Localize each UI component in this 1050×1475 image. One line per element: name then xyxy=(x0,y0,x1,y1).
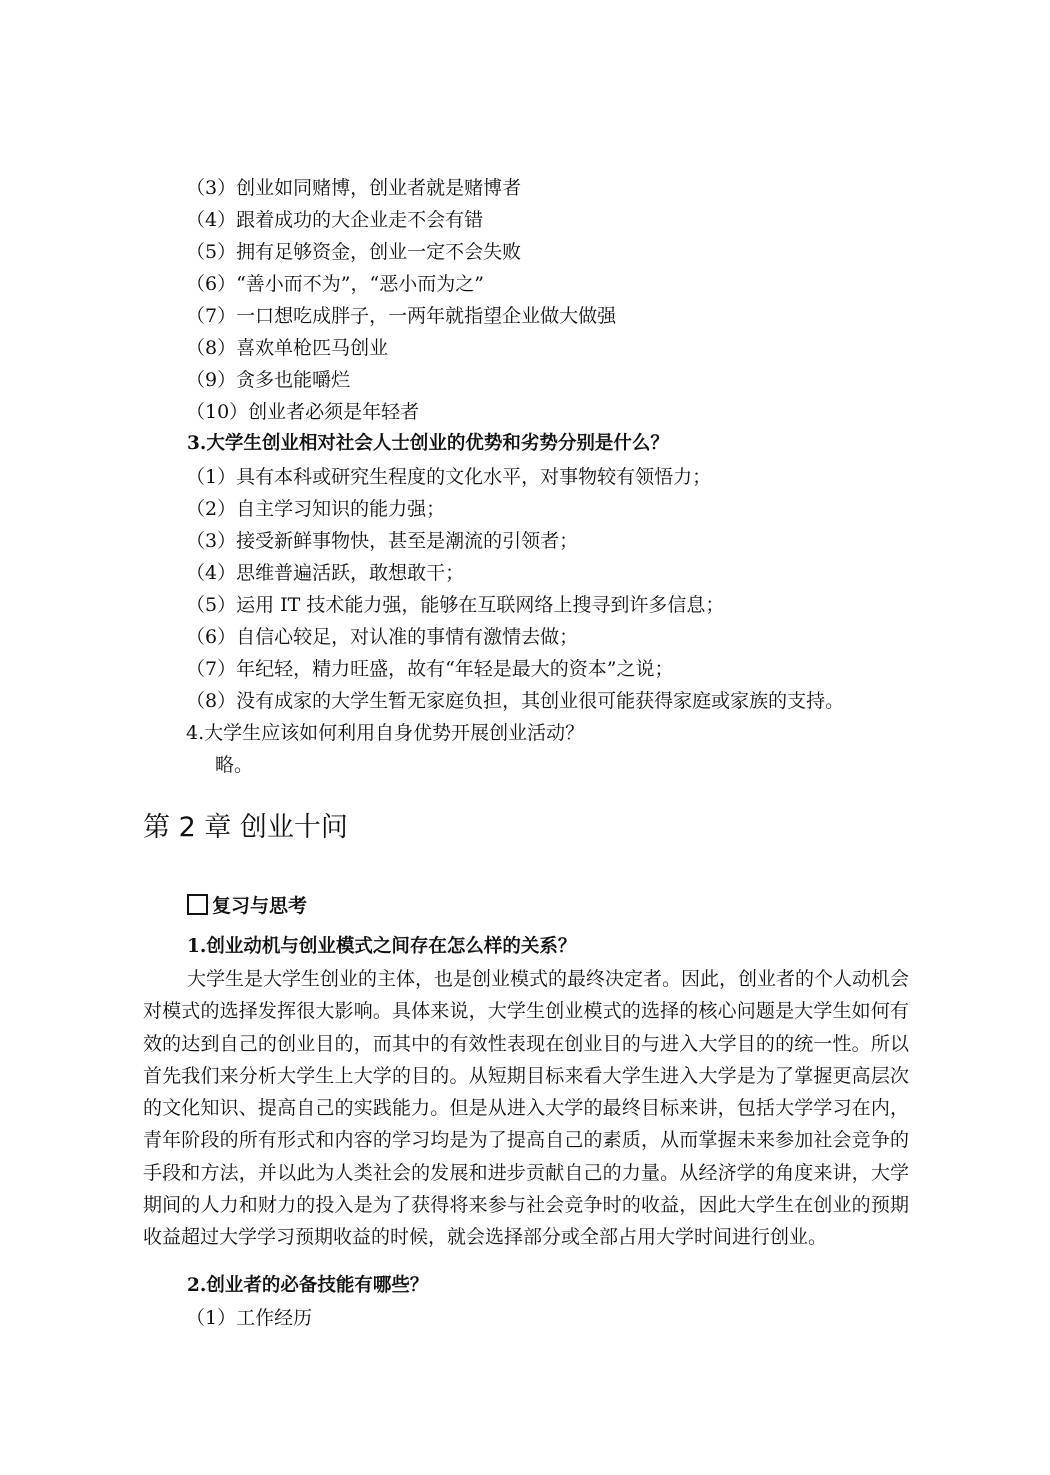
list-item: （1）具有本科或研究生程度的文化水平，对事物较有领悟力； xyxy=(186,466,712,488)
chapter-title: 第 2 章 创业十问 xyxy=(143,812,348,843)
body-paragraph: 大学生是大学生创业的主体，也是创业模式的最终决定者。因此，创业者的个人动机会对模式的选择发挥很大影响。具体来说，大学生创业模式的选择的核心问题是大学生如何有效的达到自己的创业目的，而其中的有效性表现在创业目的与进入大学目的的统一性。所以首先我们来分析大学生上大学的目的。从短期目标来看大学生进入大学是为了掌握更高层次的文化知识、提高自己的实践能力。但是从进入大学的最终目标来讲，包括大学学习在内，青年阶段的所有形式和内容的学习均是为了提高自己的素质，从而掌握未来参加社会竞争的手段和方法，并以此为人类社会的发展和进步贡献自己的力量。从经济学的角度来讲，大学期间的人力和财力的投入是为了获得将来参与社会竞争时的收益，因此大学生在创业的预期收益超过大学学习预期收益的时候，就会选择部分或全部占用大学时间进行创业。 xyxy=(143,968,910,1249)
question-heading: 1.创业动机与创业模式之间存在怎么样的关系？ xyxy=(187,936,577,957)
list-item: （10）创业者必须是年轻者 xyxy=(186,401,420,423)
question-heading: 4.大学生应该如何利用自身优势开展创业活动？ xyxy=(186,722,585,744)
list-item: （8）喜欢单枪匹马创业 xyxy=(186,337,389,359)
question-heading: 2.创业者的必备技能有哪些？ xyxy=(187,1275,429,1296)
list-item: （3）接受新鲜事物快，甚至是潮流的引领者； xyxy=(186,530,579,552)
list-item: （3）创业如同赌博，创业者就是赌博者 xyxy=(186,177,522,199)
section-heading xyxy=(187,887,307,921)
square-box-icon xyxy=(187,894,208,915)
list-item: （2）自主学习知识的能力强； xyxy=(186,498,446,520)
list-item: （5）运用 IT 技术能力强，能够在互联网络上搜寻到许多信息； xyxy=(186,594,725,616)
list-item: （9）贪多也能嚼烂 xyxy=(186,369,351,391)
question-heading: 3.大学生创业相对社会人士创业的优势和劣势分别是什么？ xyxy=(187,433,669,454)
list-item: （7）年纪轻，精力旺盛，故有“年轻是最大的资本”之说； xyxy=(186,658,674,680)
list-item: （4）思维普遍活跃，敢想敢干； xyxy=(186,562,465,584)
list-item: （6）自信心较足，对认准的事情有激情去做； xyxy=(186,626,579,648)
list-item: （4）跟着成功的大企业走不会有错 xyxy=(186,209,484,231)
list-item: （7）一口想吃成胖子，一两年就指望企业做大做强 xyxy=(186,305,617,327)
list-item: （8）没有成家的大学生暂无家庭负担，其创业很可能获得家庭或家族的支持。 xyxy=(186,690,845,712)
list-item: （5）拥有足够资金，创业一定不会失败 xyxy=(186,241,522,263)
list-item: （6）“善小而不为”，“恶小而为之” xyxy=(186,273,484,295)
list-item: （1）工作经历 xyxy=(186,1307,313,1329)
section-title: 复习与思考 xyxy=(212,894,308,917)
answer-text: 略。 xyxy=(215,754,254,776)
